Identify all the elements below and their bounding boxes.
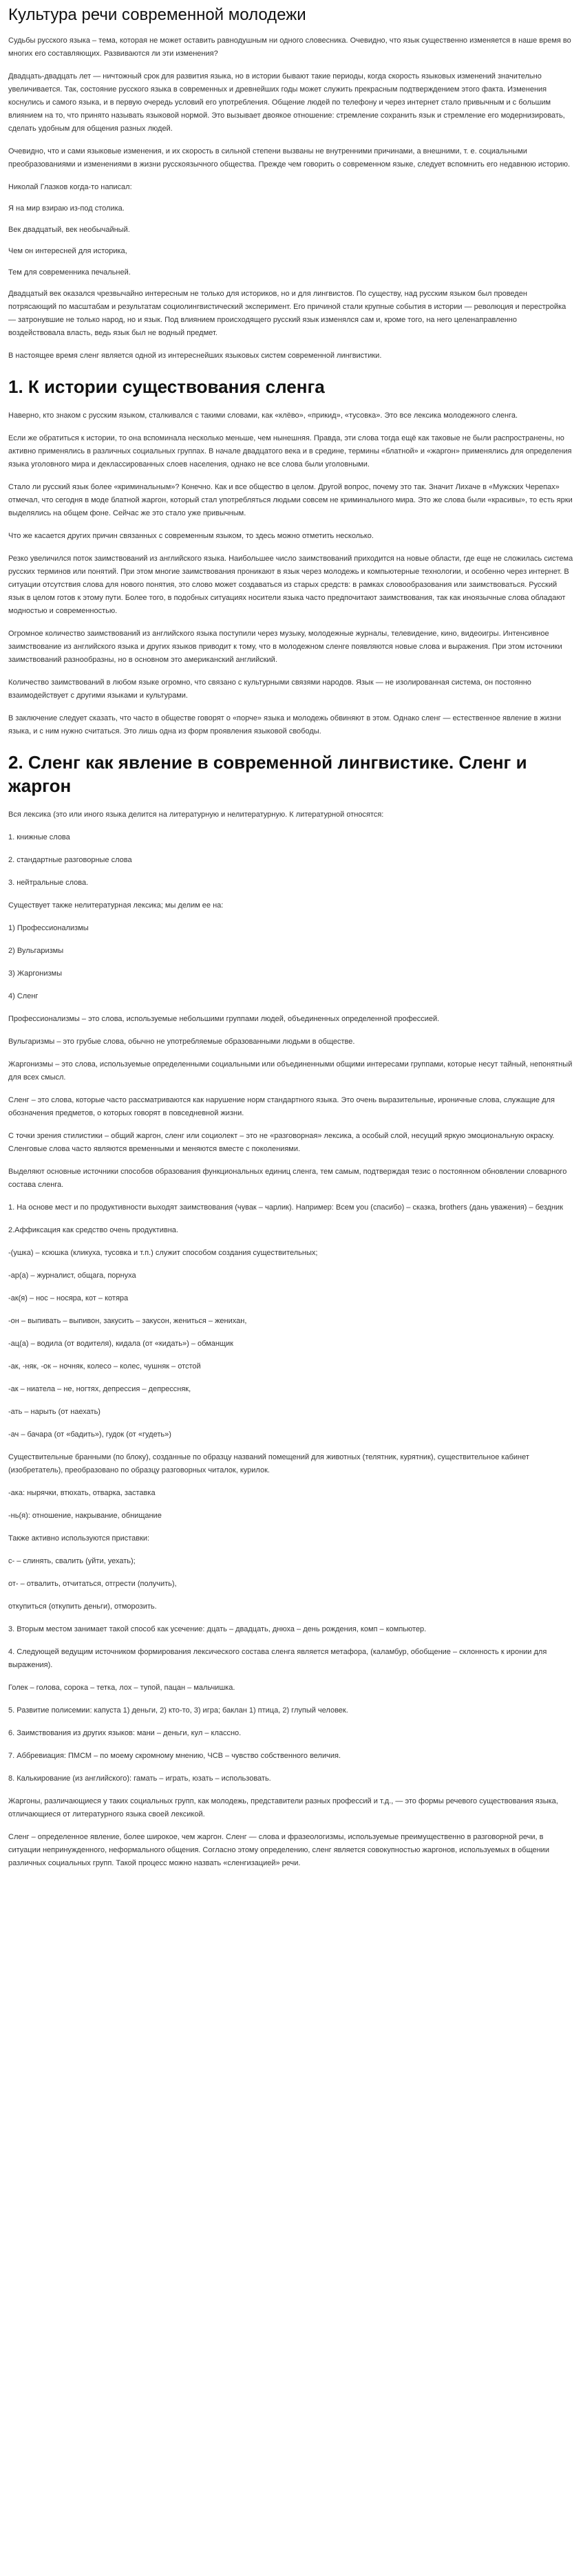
section-2-paragraph: Существительные бранными (по блоку), созданные по образцу названий помещений для животных (телятник, курятник), существительное кабинет (изобретатель), преобразовано по образцу разговорных читалок, курилок. <box>8 1453 529 1474</box>
section-2-paragraph: -он – выпивать – выпивон, закусить – закусон, жениться – женихан, <box>8 1317 247 1325</box>
poem-line: Век двадцатый, век необычайный. <box>8 226 130 234</box>
intro-section <box>8 34 575 363</box>
section-2-paragraph: от- – отвалить, отчитаться, отгрести (получить), <box>8 1580 177 1588</box>
section-2-paragraph: -ар(а) – журналист, общага, порнуха <box>8 1271 136 1280</box>
intro-paragraph: В настоящее время сленг является одной из интереснейших языковых систем современной лингвистики. <box>8 352 382 360</box>
poem-line: Николай Глазков когда-то написал: <box>8 183 132 191</box>
section-2-paragraph: с- – слинять, свалить (уйти, уехать); <box>8 1557 136 1565</box>
section-2-paragraph: Профессионализмы – это слова, используемые небольшими группами людей, объединенных определенной профессией. <box>8 1015 440 1023</box>
poem-line: Чем он интересней для историка, <box>8 247 127 255</box>
section-2-paragraph: 4) Сленг <box>8 992 39 1000</box>
section-2-paragraph: 3. нейтральные слова. <box>8 879 89 887</box>
section-2-paragraph: Жаргонизмы – это слова, используемые определенными социальными или объединенными общими интересами группами, которые несут тайный, непонятный для всех смысл. <box>8 1060 573 1082</box>
section-2-paragraph: Выделяют основные источники способов образования функциональных единиц сленга, тем самым, подтверждая тезис о постоянном обновлении словарного состава сленга. <box>8 1168 567 1189</box>
section-2-paragraph: 2. стандартные разговорные слова <box>8 856 132 864</box>
section-2-paragraph: 1. книжные слова <box>8 833 70 841</box>
section-1-paragraph: Что же касается других причин связанных с современным языком, то здесь можно отметить несколько. <box>8 532 374 540</box>
section-2-paragraph: Вульгаризмы – это грубые слова, обычно не употребляемые образованными людьми в обществе. <box>8 1038 355 1046</box>
section-2-paragraph: Голек – голова, сорока – тетка, лох – тупой, пацан – мальчишка. <box>8 1684 235 1692</box>
section-1-paragraph: Количество заимствований в любом языке огромно, что связано с культурными связями народов. Язык — не изолированная система, он постоянно взаимодействует с другими языками и культурами. <box>8 678 531 700</box>
section-1-paragraph: Наверно, кто знаком с русским языком, сталкивался с такими словами, как «клёво», «прикид», «тусовка». Это все лексика молодежного сленга. <box>8 411 518 420</box>
section-2-paragraph: Сленг – определенное явление, более широкое, чем жаргон. Сленг — слова и фразеологизмы, используемые преимущественно в разговорной речи, в ситуации непринужденного, неформального общения. Согласно этому определению, сленг является совокупностью жаргонов, используемых в общении различных социальных групп. Такой процесс можно назвать «сленгизацией» речи. <box>8 1833 549 1867</box>
page-title: Культура речи современной молодежи <box>8 6 306 24</box>
intro-paragraph: Очевидно, что и сами языковые изменения, и их скорость в сильной степени вызваны не внутренними причинами, а внешними, т. е. социальными преобразованиями и изменениями в жизни русскоязычного общества. Прежде чем говорить о современном языке, следует вспомнить его недавнюю историю. <box>8 147 571 169</box>
section-1-paragraph: В заключение следует сказать, что часто в обществе говорят о «порче» языка и молодежь обвиняют в этом. Однако сленг — естественное явление в жизни языка, и с ним нужно считаться. Это лишь одна из форм проявления языковой свободы. <box>8 714 562 736</box>
section-2-paragraph: Сленг – это слова, которые часто рассматриваются как нарушение норм стандартного языка. Это очень выразительные, ироничные слова, служащие для обозначения предметов, о которых говорят в повседневной жизни. <box>8 1096 555 1117</box>
section-2-paragraph: 2) Вульгаризмы <box>8 947 64 955</box>
intro-paragraph: Двадцатый век оказался чрезвычайно интересным не только для историков, но и для лингвистов. По существу, над русским языком был проведен потрясающий по масштабам и результатам социолингвистический эксперимент. Его причиной стали крупные события в истории — революция и перестройка — затронувшие не только народ, но и язык. Под влиянием происходящего русский язык изменялся сам и, кроме того, на него целенаправленно воздействовала власть, ведь язык был не водный предмет. <box>8 290 566 337</box>
section-2-paragraph: 3. Вторым местом занимает такой способ как усечение: дцать – двадцать, днюха – день рождения, комп – компьютер. <box>8 1625 427 1633</box>
section-2-paragraph: Также активно используются приставки: <box>8 1534 150 1543</box>
intro-paragraph: Судьбы русского языка – тема, которая не может оставить равнодушным ни одного словесника. Очевидно, что язык существенно изменяется в наше время во многих его составляющих. Развиваются ли эти изменения? <box>8 36 571 58</box>
section-2-paragraph: -ак – ниатела – не, ногтях, депрессия – депрессняк, <box>8 1385 191 1393</box>
section-2-paragraph: 6. Заимствования из других языков: мани – деньги, кул – классно. <box>8 1729 242 1737</box>
section-1-body <box>8 409 575 738</box>
section-1-paragraph: Если же обратиться к истории, то она вспоминала несколько меньше, чем нынешняя. Правда, эти слова тогда ещё как таковые не были распространены, но активно применялись в различных социальных группах. В начале двадцатого века и в средине, термины «блатной» и «жаргон» применялись для определения языка уголовного мира и деклассированных слоев населения, однако не все слова были уголовными. <box>8 434 572 469</box>
section-2-paragraph: Существует также нелитературная лексика; мы делим ее на: <box>8 901 224 910</box>
section-2-paragraph: -ак(я) – нос – носяра, кот – котяра <box>8 1294 129 1302</box>
section-2-paragraph: 1. На основе мест и по продуктивности выходят заимствования (чувак – чарлик). Например: Всем you (спасибо) – сказка, brothers (дань уважения) – бездник <box>8 1203 564 1212</box>
intro-paragraph: Двадцать-двадцать лет — ничтожный срок для развития языка, но в истории бывают такие периоды, когда скорость языковых изменений значительно увеличивается. Так, состояние русского языка в современных и древнейших годы может служить прекрасным подтверждением этого факта. Изменения коснулись и самого языка, и в первую очередь условий его употребления. Общение людей по телефону и через интернет стало привычным и с большим влиянием на то, что принято называть языковой нормой. Это вызывает двоякое отношение: стремление сохранить язык и стремление его модернизировать, сделать удобным для общения разных людей. <box>8 72 565 133</box>
section-2-paragraph: 1) Профессионализмы <box>8 924 89 932</box>
section-2-paragraph: -ать – нарыть (от наехать) <box>8 1408 100 1416</box>
section-2-body <box>8 808 575 1870</box>
section-2-paragraph: -ац(а) – водила (от водителя), кидала (от «кидать») – обманщик <box>8 1340 233 1348</box>
section-2-paragraph: Жаргоны, различающиеся у таких социальных групп, как молодежь, представители разных профессий и т.д., — это формы речевого существования языка, отличающиеся от литературного языка своей лексикой. <box>8 1797 558 1818</box>
section-2-paragraph: 2.Аффиксация как средство очень продуктивна. <box>8 1226 178 1234</box>
section-2-paragraph: откупиться (откупить деньги), отморозить. <box>8 1602 157 1611</box>
section-2-paragraph: 3) Жаргонизмы <box>8 969 62 978</box>
section-2-paragraph: 8. Калькирование (из английского): гамать – играть, юзать – использовать. <box>8 1774 271 1783</box>
section-heading-1: 1. К истории существования сленга <box>8 376 325 397</box>
section-2-paragraph: С точки зрения стилистики – общий жаргон, сленг или социолект – это не «разговорная» лексика, а особый слой, несущий яркую эмоциональную окраску. Сленговые слова часто являются временными и меняются вместе с поколениями. <box>8 1132 555 1153</box>
section-2-paragraph: -(ушка) – ксюшка (кликуха, тусовка и т.п.) служит способом создания существительных; <box>8 1249 318 1257</box>
poem-line: Тем для современника печальней. <box>8 268 131 277</box>
section-2-paragraph: -ак, -няк, -ок – ночняк, колесо – колес, чушняк – отстой <box>8 1362 201 1371</box>
section-2-paragraph: -ака: нырячки, втюхать, отварка, заставка <box>8 1489 156 1497</box>
section-heading-2: 2. Сленг как явление в современной лингвистике. Сленг и жаргон <box>8 752 527 796</box>
section-2-paragraph: -ач – бачара (от «бадить»), гудок (от «гудеть») <box>8 1430 171 1439</box>
section-1-paragraph: Огромное количество заимствований из английского языка поступили через музыку, молодежные журналы, телевидение, кино, видеоигры. Интенсивное заимствование из английского языка и других языков приводит к тому, что в молодежном сленге появляются новые слова и выражения. При этом источники заимствований разнообразны, но в основном это американский английский. <box>8 630 562 664</box>
section-2-paragraph: 4. Следующей ведущим источником формирования лексического состава сленга является метафора, (каламбур, обобщение – склонность к иронии для выражения). <box>8 1648 547 1669</box>
section-2-paragraph: 5. Развитие полисемии: капуста 1) деньги, 2) кто-то, 3) игра; баклан 1) птица, 2) глупый человек. <box>8 1706 348 1715</box>
section-2-paragraph: Вся лексика (это или иного языка делится на литературную и нелитературную. К литературной относятся: <box>8 811 384 819</box>
section-2-paragraph: 7. Аббревиация: ПМСМ – по моему скромному мнению, ЧСВ – чувство собственного величия. <box>8 1752 341 1760</box>
section-1-paragraph: Стало ли русский язык более «криминальным»? Конечно. Как и все общество в целом. Другой вопрос, почему это так. Значит Лихаче в «Мужских Черепах» отмечал, что сегодня в моде блатной жаргон, который стал употребляться людьми совсем не криминального мира. Это же слова были «красивы», то есть ярки выделялись на общем фоне. Сейчас же это стало уже привычным. <box>8 483 573 517</box>
section-2-paragraph: -нь(я): отношение, накрывание, обнищание <box>8 1512 162 1520</box>
section-1-paragraph: Резко увеличился поток заимствований из английского языка. Наибольшее число заимствований приходится на новые области, где еще не сложилась система русских терминов или понятий. При этом многие заимствования проникают в язык через молодежь и компьютерные технологии, и особенно через интернет. В ситуации отсутствия слова для нового понятия, это слово может создаваться из старых средств: в рамках словообразования или заимствоваться. Русский язык в целом готов к этому пути. Более того, в подобных ситуациях носители языка часто предпочитают заимствования, так как иноязычные слова обладают модностью и современностью. <box>8 555 573 615</box>
poem-line: Я на мир взираю из-под столика. <box>8 204 125 213</box>
